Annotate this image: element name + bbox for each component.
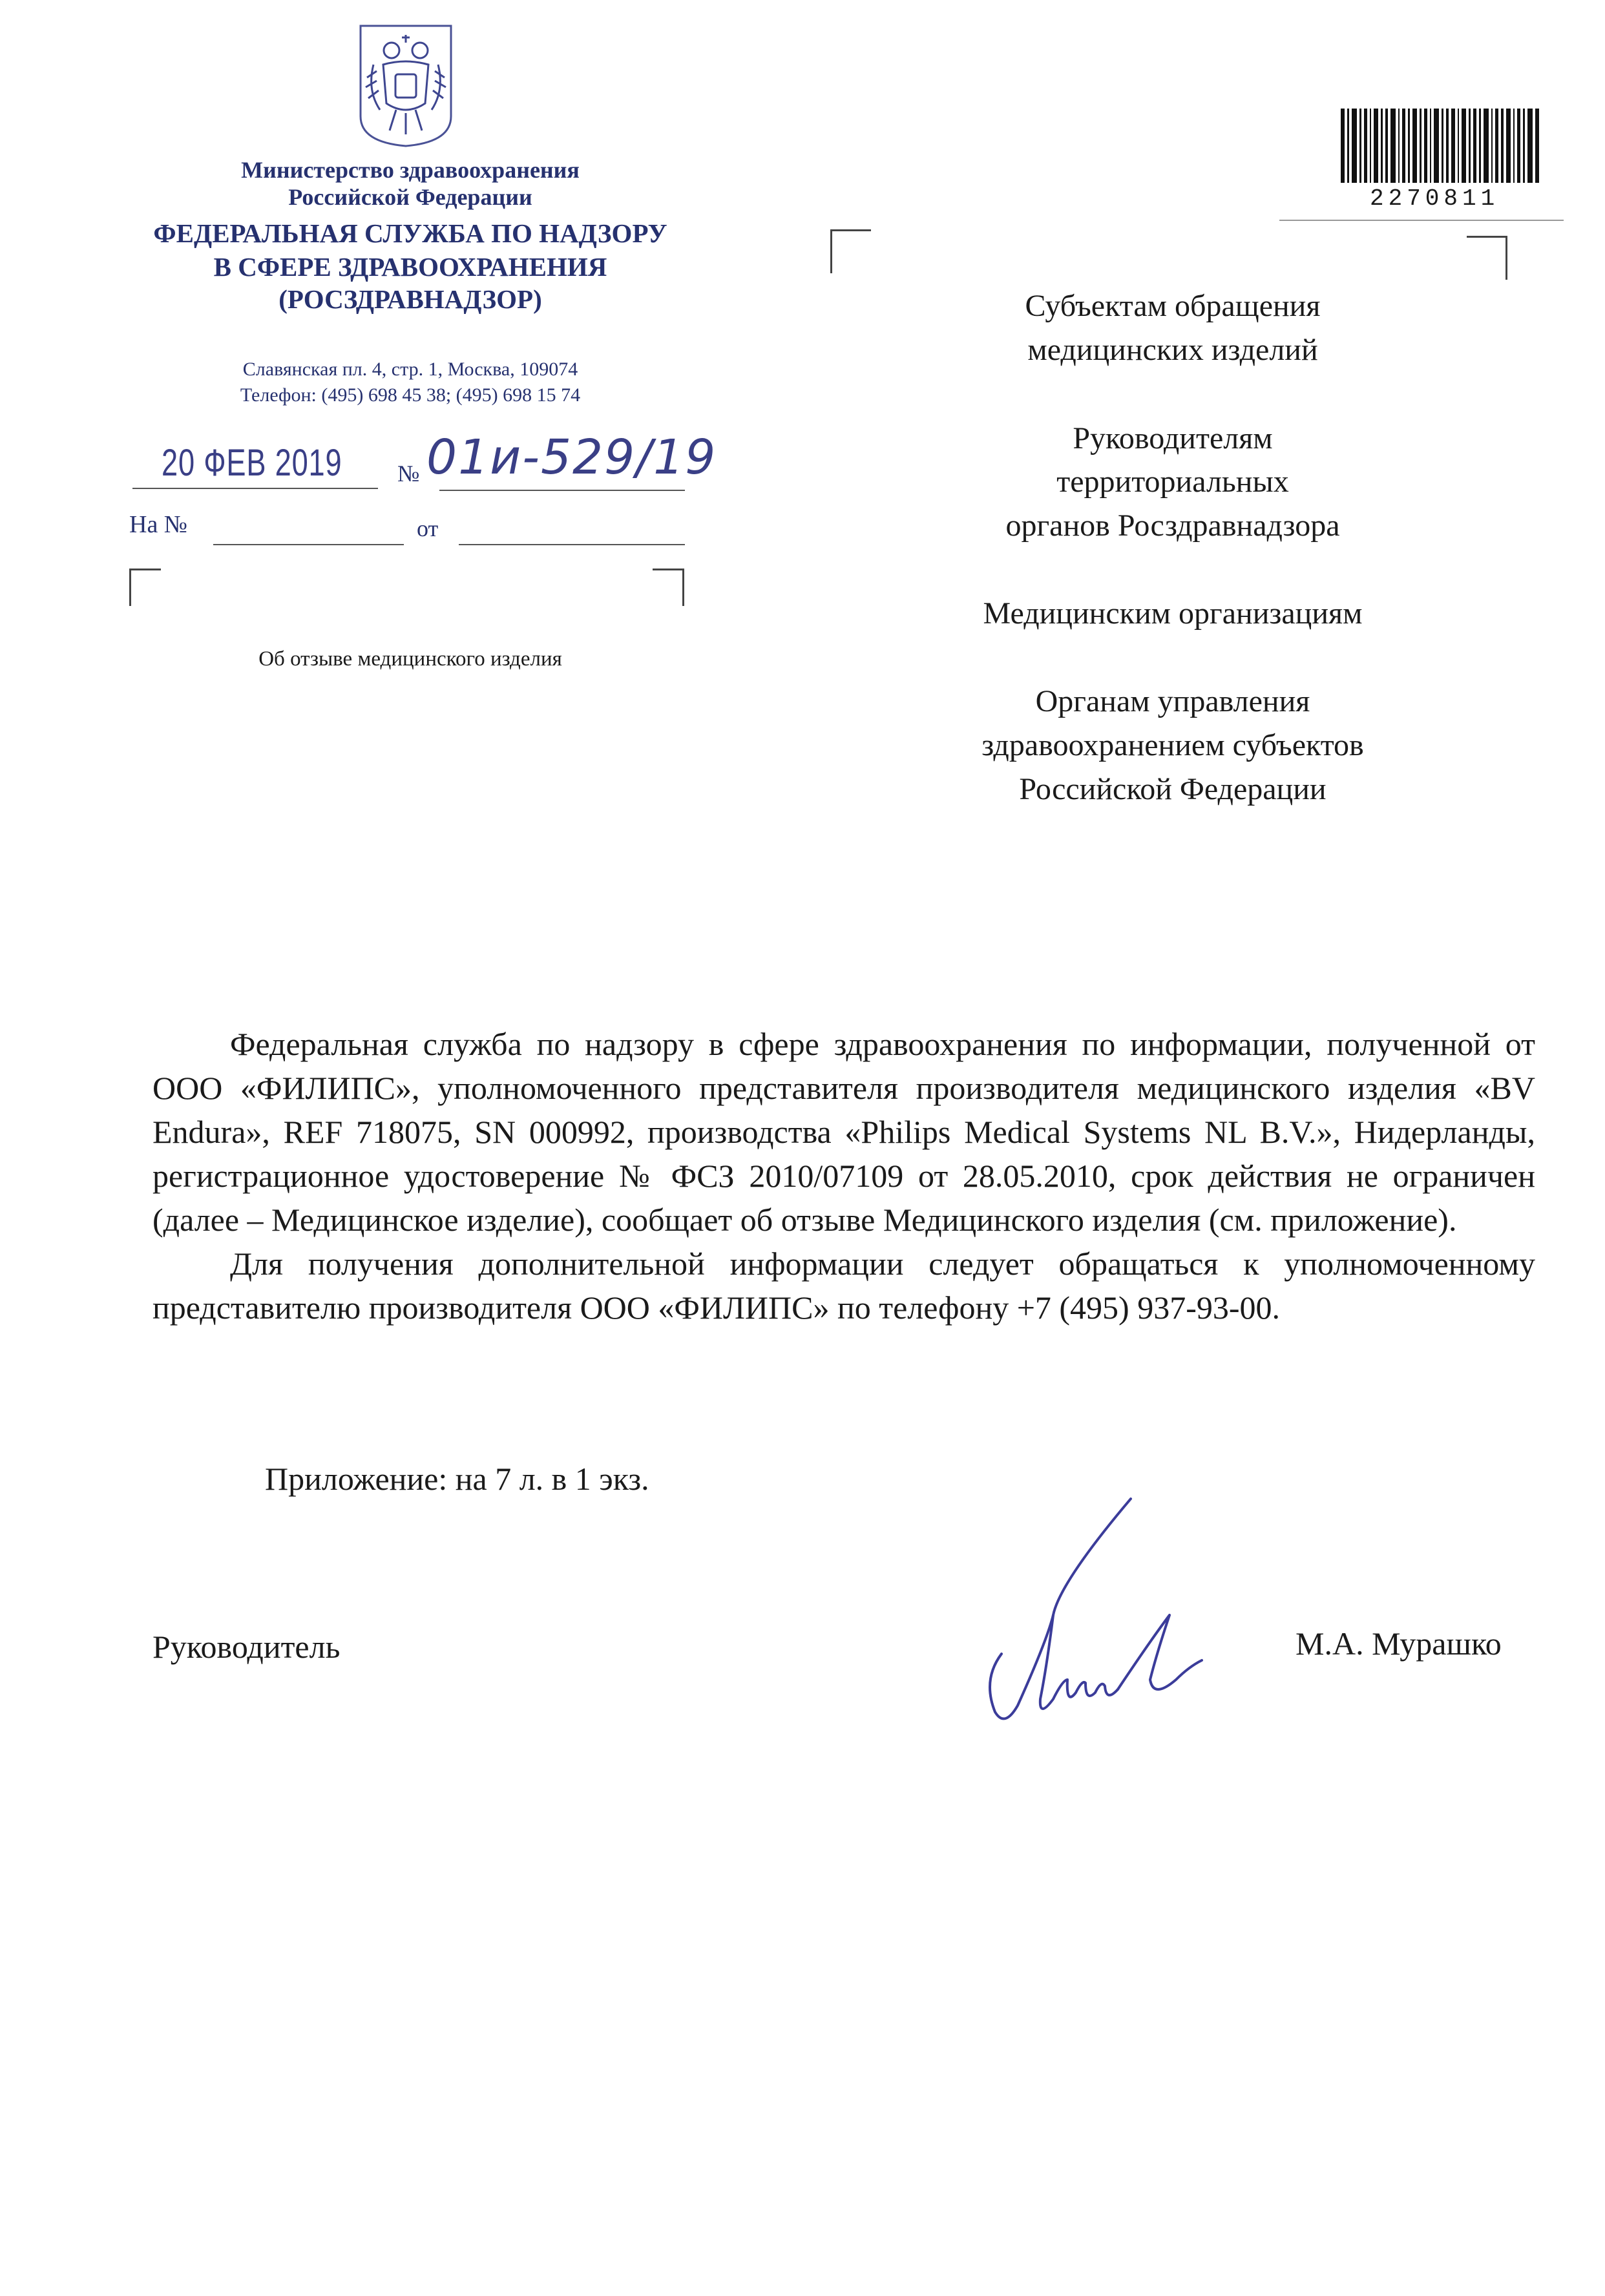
addressee-4-line2: здравоохранением субъектов bbox=[981, 728, 1364, 762]
body-paragraph-1: Федеральная служба по надзору в сфере здравоохранения по информации, полученной от ООО «ФИЛИПС», уполномоченного представителя производителя медицинского изделия «BV Endura», REF 718075, SN 000992, производства «Philips Medical Systems NL B.V.», Нидерланды, регистрационное удостоверение № ФСЗ 2010/07109 от 28.05.2010, срок действия не ограничен (далее – Медицинское изделие), сообщает об отзыве Медицинского изделия (см. приложение). bbox=[152, 1026, 1535, 1238]
addressee-1-line2: медицинских изделий bbox=[1027, 333, 1318, 367]
addressee-2-line1: Руководителям bbox=[1073, 421, 1273, 455]
letter-body bbox=[152, 1022, 1535, 1330]
addressee-bracket-left bbox=[830, 229, 871, 273]
number-label: № bbox=[397, 461, 420, 486]
reference-number-label: На № bbox=[129, 511, 188, 538]
addressee-2-line3: органов Росздравнадзора bbox=[1005, 508, 1340, 543]
reference-date-line bbox=[459, 544, 685, 545]
address-line1: Славянская пл. 4, стр. 1, Москва, 109074 bbox=[242, 359, 578, 380]
coat-of-arms-emblem bbox=[354, 19, 457, 149]
addressee-3-line1: Медицинским организациям bbox=[983, 596, 1363, 631]
service-name-line1: ФЕДЕРАЛЬНАЯ СЛУЖБА ПО НАДЗОРУ bbox=[153, 218, 667, 248]
number-underline bbox=[439, 490, 685, 491]
reference-date-label: от bbox=[417, 516, 439, 541]
service-name-line2: В СФЕРЕ ЗДРАВООХРАНЕНИЯ bbox=[213, 252, 607, 282]
addressee-bracket-right bbox=[1467, 236, 1507, 280]
barcode-underline bbox=[1279, 220, 1564, 221]
address-line2: Телефон: (495) 698 45 38; (495) 698 15 74 bbox=[240, 384, 581, 406]
barcode bbox=[1341, 109, 1541, 183]
addressee-4-line3: Российской Федерации bbox=[1019, 772, 1327, 806]
subject-bracket-right bbox=[653, 569, 684, 606]
date-underline bbox=[132, 488, 378, 489]
handwritten-signature bbox=[956, 1486, 1254, 1757]
letter-subject: Об отзыве медицинского изделия bbox=[258, 647, 562, 671]
registration-date-stamp: 20 ФЕВ 2019 bbox=[162, 442, 342, 484]
addressee-1-line1: Субъектам обращения bbox=[1025, 289, 1321, 323]
addressee-4-line1: Органам управления bbox=[1035, 684, 1310, 718]
signer-name: М.А. Мурашко bbox=[1296, 1625, 1502, 1662]
service-name-line3: (РОСЗДРАВНАДЗОР) bbox=[278, 284, 542, 314]
ministry-name-line1: Министерство здравоохранения bbox=[241, 157, 580, 183]
body-paragraph-2: Для получения дополнительной информации следует обращаться к уполномоченному представителю производителя ООО «ФИЛИПС» по телефону +7 (495) 937-93-00. bbox=[152, 1246, 1535, 1326]
addressee-2-line2: территориальных bbox=[1056, 464, 1289, 499]
reference-number-line bbox=[213, 544, 404, 545]
attachment-note: Приложение: на 7 л. в 1 экз. bbox=[265, 1461, 649, 1497]
subject-bracket-left bbox=[129, 569, 161, 606]
ministry-name-line2: Российской Федерации bbox=[288, 184, 532, 210]
barcode-number: 2270811 bbox=[1370, 185, 1500, 212]
signer-position: Руководитель bbox=[152, 1629, 341, 1665]
registration-number-handwritten: 01и-529/19 bbox=[426, 430, 717, 485]
